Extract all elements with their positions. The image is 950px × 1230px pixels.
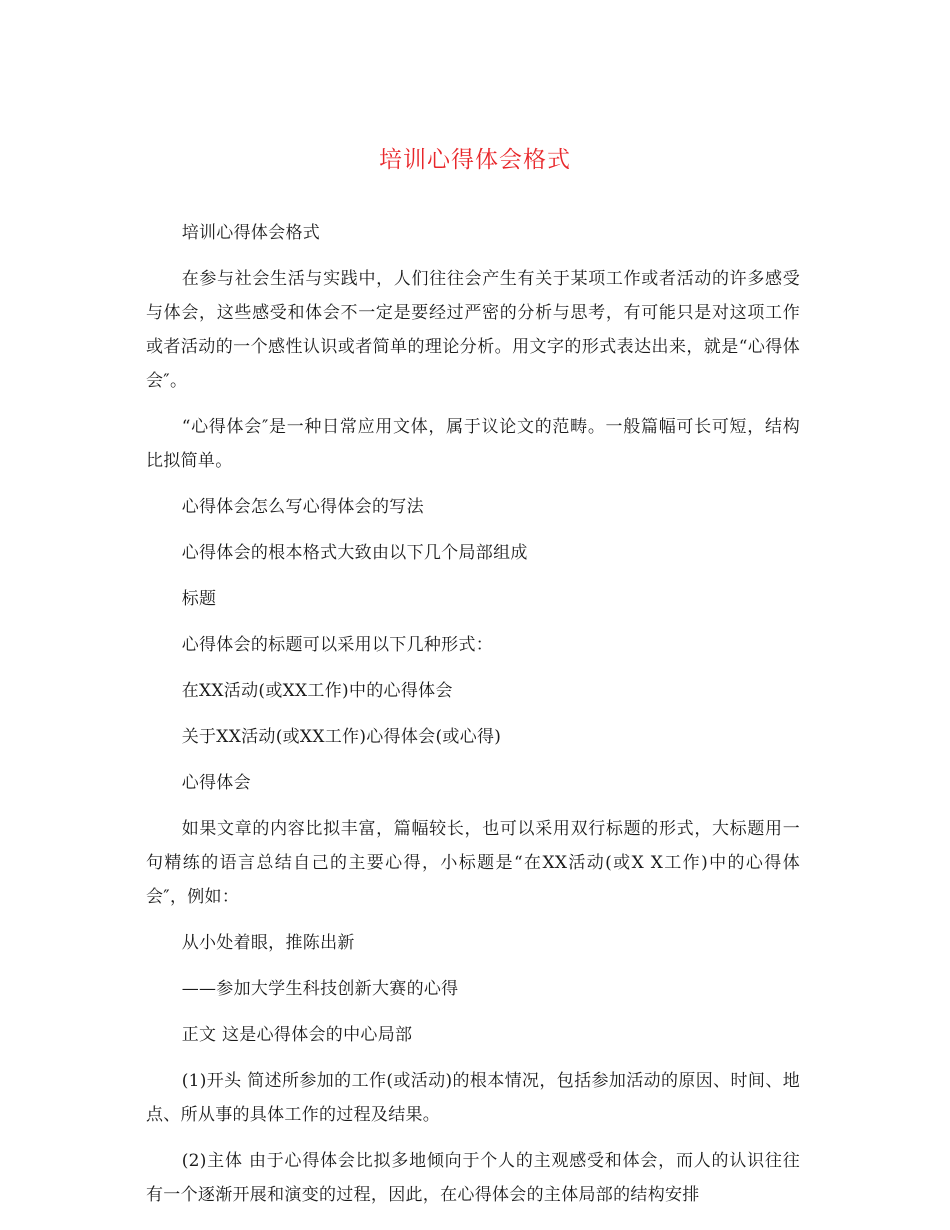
paragraph: 标题 [181, 589, 217, 609]
paragraph: 在参与社会生活与实践中，人们往往会产生有关于某项工作或者活动的许多感受与体会，这些感受和体会不一定是要经过严密的分析与思考，有可能只是对这项工作或者活动的一个感性认识或者简单的理论分析。用文字的形式表达出来，就是“心得体会″。 [146, 269, 800, 391]
paragraph: (1)开头 简述所参加的工作(或活动)的根本情况，包括参加活动的原因、时间、地点、所从事的具体工作的过程及结果。 [146, 1071, 800, 1125]
document-body [146, 216, 800, 1224]
paragraph: ——参加大学生科技创新大赛的心得 [181, 979, 459, 999]
paragraph: 心得体会怎么写心得体会的写法 [181, 497, 424, 517]
paragraph: 心得体会的标题可以采用以下几种形式： [181, 635, 494, 655]
paragraph: 在XX活动(或XX工作)中的心得体会 [181, 681, 453, 701]
paragraph: 如果文章的内容比拟丰富，篇幅较长，也可以采用双行标题的形式，大标题用一句精练的语言总结自己的主要心得，小标题是“在XX活动(或X X工作)中的心得体会″，例如： [146, 819, 800, 907]
paragraph: 关于XX活动(或XX工作)心得体会(或心得) [181, 727, 502, 747]
paragraph: 心得体会 [181, 773, 251, 793]
paragraph: 从小处着眼，推陈出新 [181, 933, 355, 953]
paragraph: 培训心得体会格式 [181, 223, 321, 243]
document-title: 培训心得体会格式 [379, 147, 571, 173]
paragraph: 正文 这是心得体会的中心局部 [181, 1025, 413, 1045]
paragraph: “心得体会″是一种日常应用文体，属于议论文的范畴。一般篇幅可长可短，结构比拟简单。 [146, 417, 800, 471]
paragraph: (2)主体 由于心得体会比拟多地倾向于个人的主观感受和体会，而人的认识往往有一个逐渐开展和演变的过程，因此，在心得体会的主体局部的结构安排 [146, 1151, 800, 1205]
paragraph: 心得体会的根本格式大致由以下几个局部组成 [181, 543, 528, 563]
